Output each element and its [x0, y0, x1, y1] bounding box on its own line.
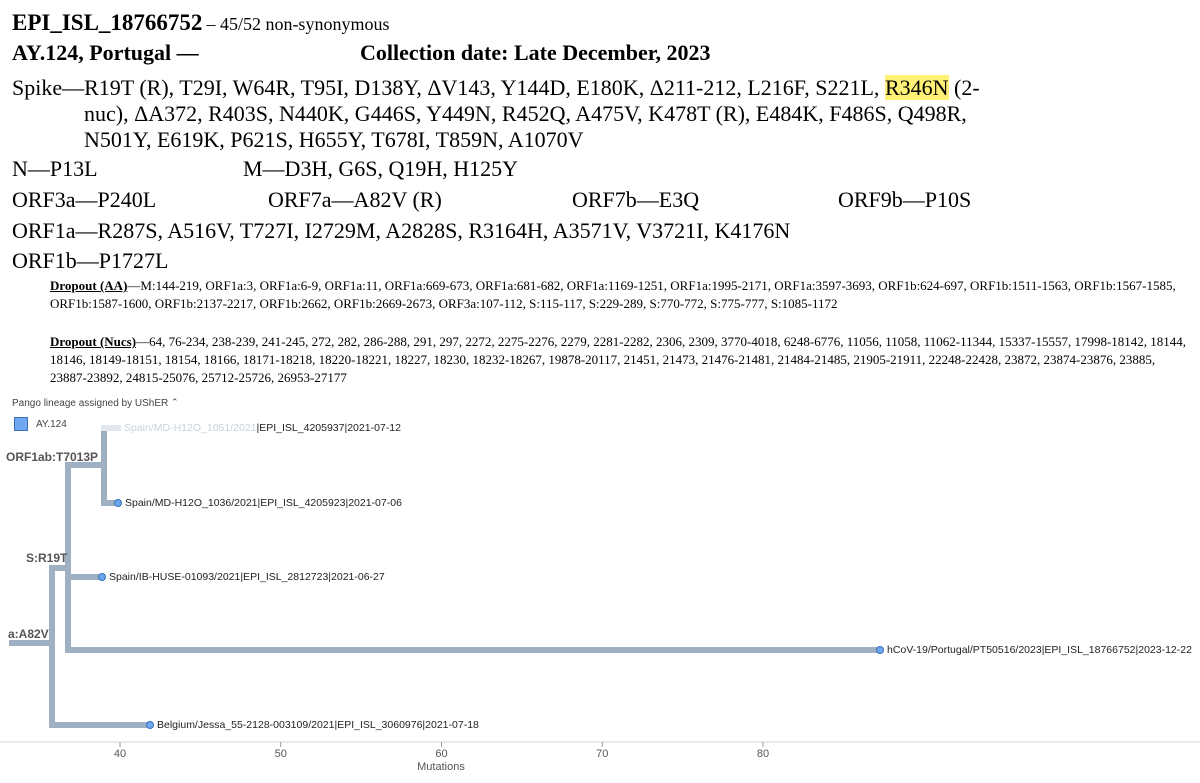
chevron-up-icon[interactable]: ⌃ — [171, 397, 179, 407]
isolate-id: EPI_ISL_18766752 — [12, 10, 203, 35]
tip-label-md-1036[interactable]: Spain/MD-H12O_1036/2021|EPI_ISL_4205923|2021-07-06 — [125, 497, 402, 509]
x-axis-ticks — [114, 742, 769, 760]
legend-title: Pango lineage assigned by UShER — [12, 398, 169, 409]
tip-md-1036[interactable] — [115, 500, 122, 507]
tip-belgium[interactable] — [147, 722, 154, 729]
x-tick-label: 70 — [596, 748, 609, 760]
highlighted-mutation: R346N — [884, 75, 949, 100]
x-tick-label: 80 — [756, 748, 770, 760]
n-gene: N—P13L — [12, 156, 98, 181]
node-label-s-r19t: S:R19T — [26, 551, 68, 565]
spike-line-1-end: (2- — [954, 75, 980, 100]
collection-date: Collection date: Late December, 2023 — [360, 40, 711, 65]
x-tick-label: 60 — [435, 748, 448, 760]
tip-label-md-1051[interactable]: Spain/MD-H12O_1051/2021|EPI_ISL_4205937|2021-07-12 — [124, 422, 401, 434]
nonsyn-count: – 45/52 non-synonymous — [206, 14, 390, 34]
tip-ib-huse[interactable] — [99, 574, 106, 581]
orf9b-gene: ORF9b—P10S — [838, 187, 972, 212]
tip-label-portugal[interactable]: hCoV-19/Portugal/PT50516/2023|EPI_ISL_18766752|2023-12-22 — [887, 644, 1192, 656]
spike-line-2: nuc), ΔA372, R403S, N440K, G446S, Y449N, R452Q, A475V, K478T (R), E484K, F486S, Q498R, — [84, 101, 967, 126]
tip-portugal[interactable] — [877, 647, 884, 654]
spike-line-1-text: Spike—R19T (R), T29I, W64R, T95I, D138Y, ΔV143, Y144D, E180K, Δ211-212, L216F, S221L, — [12, 75, 880, 100]
dropout-nucs-label: Dropout (Nucs) — [50, 334, 137, 349]
tip-label-belgium[interactable]: Belgium/Jessa_55-2128-003109/2021|EPI_ISL_3060976|2021-07-18 — [157, 719, 479, 731]
lineage-country: AY.124, Portugal — — [12, 40, 199, 65]
node-label-a82v: a:A82V — [8, 627, 49, 641]
spike-line-3: N501Y, E619K, P621S, H655Y, T678I, T859N, A1070V — [84, 127, 584, 152]
x-tick-label: 40 — [113, 748, 127, 760]
dropout-aa-text: —M:144-219, ORF1a:3, ORF1a:6-9, ORF1a:11, ORF1a:669-673, ORF1a:681-682, ORF1a:1169-1251, ORF1a:1995-2171, ORF1a:3597-3693, ORF1b:624-697, ORF1b:1511-1563, ORF1b:1567-1585, ORF1b:1587-1600, ORF1b:2137-2217, ORF1b:2662, ORF1b:2669-2673, ORF3a:107-112, S:115-117, S:229-289, S:770-772, S:775-777, S:1085-1172 — [50, 278, 1176, 311]
orf7b-gene: ORF7b—E3Q — [572, 187, 700, 212]
x-tick-label: 50 — [274, 748, 287, 760]
dropout-nucs-text: —64, 76-234, 238-239, 241-245, 272, 282, 286-288, 291, 297, 2272, 2275-2276, 2279, 2281-2282, 2306, 2309, 3770-4018, 6248-6776, 11056, 11058, 11062-11344, 15337-15557, 17998-18142, 18144, 18146, 18149-18151, 18154, 18166, 18171-18218, 18220-18221, 18227, 18230, 18232-18267, 19878-20117, 21451, 21473, 21476-21481, 21484-21485, 21905-21911, 22248-22428, 23872, 23874-23876, 23885, 23887-23892, 24815-25076, 25712-25726, 26953-27177 — [50, 334, 1187, 385]
orf7a-gene: ORF7a—A82V (R) — [268, 187, 442, 212]
legend-item-label: AY.124 — [36, 418, 67, 430]
x-axis-label: Mutations — [417, 761, 465, 773]
dropout-aa-label: Dropout (AA) — [50, 278, 128, 293]
orf3a-gene: ORF3a—P240L — [12, 187, 157, 212]
orf1a-gene: ORF1a—R287S, A516V, T727I, I2729M, A2828S, R3164H, A3571V, V3721I, K4176N — [12, 218, 791, 243]
m-gene: M—D3H, G6S, Q19H, H125Y — [243, 156, 519, 181]
node-label-orf1ab: ORF1ab:T7013P — [6, 450, 99, 464]
orf1b-gene: ORF1b—P1727L — [12, 248, 169, 273]
tip-label-ib-huse[interactable]: Spain/IB-HUSE-01093/2021|EPI_ISL_2812723|2021-06-27 — [109, 571, 385, 583]
